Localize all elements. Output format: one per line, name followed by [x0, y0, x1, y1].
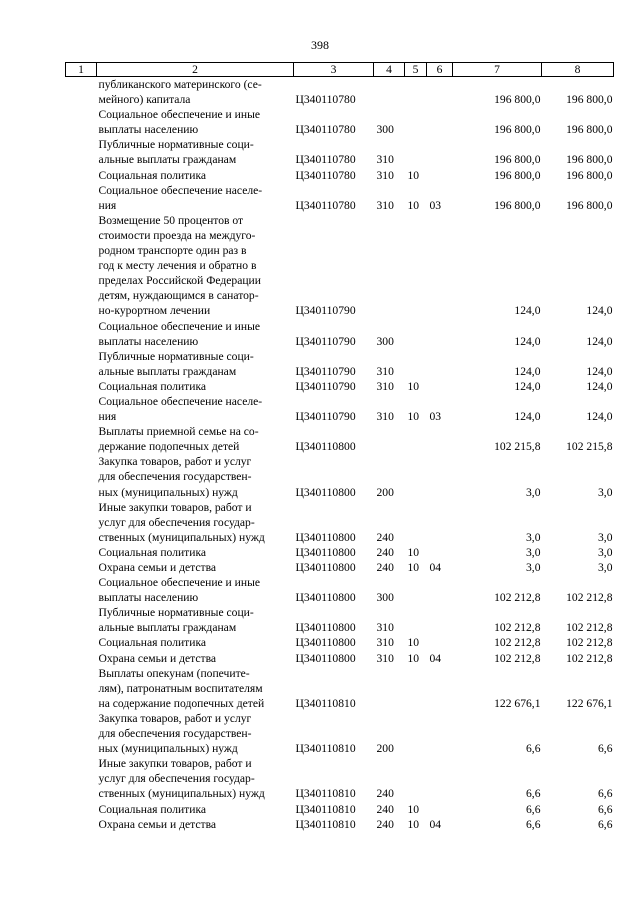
row-name: Иные закупки товаров, работ и услуг для обеспечения государ- ственных (муниципальных) нужд: [98, 757, 265, 801]
row-empty-cell: [66, 651, 97, 666]
row-amount-year-1: 196 800,0: [494, 198, 541, 212]
row-section: 10: [407, 651, 420, 665]
row-subsection: [427, 666, 453, 711]
row-amount-year-1: 196 800,0: [494, 168, 541, 182]
row-amount-year-1: 6,6: [526, 787, 541, 801]
row-empty-cell: [66, 77, 97, 108]
row-section: [405, 756, 427, 801]
row-subsection: [427, 107, 453, 137]
row-amount-year-1: 102 212,8: [494, 651, 541, 665]
table-row: [66, 605, 614, 635]
row-empty-cell: [66, 454, 97, 499]
row-name: Закупка товаров, работ и услуг для обеспечения государствен- ных (муниципальных) нужд: [98, 455, 252, 499]
row-empty-cell: [66, 817, 97, 832]
row-amount-year-1: 6,6: [526, 802, 541, 816]
row-amount-year-1: 124,0: [514, 334, 541, 348]
row-amount-year-1: 122 676,1: [494, 696, 541, 710]
row-target-code: Ц340110810: [295, 817, 356, 831]
column-number-6: 6: [427, 63, 453, 77]
row-section: [405, 77, 427, 108]
row-target-code: Ц340110800: [295, 621, 356, 635]
table-row: [66, 107, 614, 137]
table-row: [66, 77, 614, 108]
table-row: [66, 817, 614, 832]
row-amount-year-2: 3,0: [598, 561, 613, 574]
row-amount-year-2: 196 800,0: [566, 93, 613, 107]
row-target-code: Ц340110800: [295, 636, 356, 650]
row-expense-type: 310: [376, 168, 394, 182]
row-empty-cell: [66, 711, 97, 756]
table-row: [66, 666, 614, 711]
row-target-code: Ц340110810: [295, 696, 356, 710]
row-empty-cell: [66, 424, 97, 454]
row-section: [405, 137, 427, 167]
row-amount-year-2: 6,6: [598, 742, 613, 756]
row-empty-cell: [66, 349, 97, 379]
row-empty-cell: [66, 802, 97, 817]
row-section: [405, 454, 427, 499]
table-row: [66, 213, 614, 319]
column-number-2: 2: [97, 63, 294, 77]
row-section: 10: [407, 817, 420, 831]
row-name: публиканского материнского (се- мейного) капитала: [98, 78, 262, 107]
row-expense-type: 310: [376, 153, 394, 167]
row-amount-year-2: 102 212,8: [566, 636, 613, 650]
row-target-code: Ц340110800: [295, 485, 356, 499]
row-subsection: [427, 213, 453, 319]
row-subsection: [427, 137, 453, 167]
row-amount-year-2: 124,0: [586, 410, 613, 424]
row-amount-year-1: 3,0: [526, 545, 541, 559]
row-expense-type: 200: [376, 742, 394, 756]
row-empty-cell: [66, 183, 97, 213]
row-name: Социальное обеспечение и иные выплаты населению: [98, 108, 261, 137]
row-target-code: Ц340110780: [295, 168, 356, 182]
row-section: [405, 575, 427, 605]
row-expense-type: 240: [376, 817, 394, 831]
row-target-code: Ц340110800: [295, 530, 356, 544]
row-empty-cell: [66, 575, 97, 605]
row-section: [405, 424, 427, 454]
table-row: [66, 500, 614, 545]
row-expense-type: 200: [376, 485, 394, 499]
row-name: Публичные нормативные соци- альные выплаты гражданам: [98, 349, 254, 378]
row-subsection: [427, 605, 453, 635]
table-row: [66, 802, 614, 817]
row-section: [405, 711, 427, 756]
row-name: Социальное обеспечение населе- ния: [98, 394, 263, 424]
row-subsection: [427, 575, 453, 605]
table-row: [66, 651, 614, 666]
row-empty-cell: [66, 168, 97, 183]
row-empty-cell: [66, 319, 97, 349]
row-name: Выплаты приемной семье на со- держание подопечных детей: [98, 425, 259, 454]
row-expense-type: 300: [376, 591, 394, 605]
row-name: Социальная политика: [98, 379, 207, 393]
row-subsection: 04: [429, 561, 442, 574]
row-name: Публичные нормативные соци- альные выплаты гражданам: [98, 606, 254, 635]
row-expense-type: [374, 77, 405, 108]
row-empty-cell: [66, 560, 97, 575]
row-expense-type: 300: [376, 123, 394, 137]
row-name: Социальное обеспечение и иные выплаты населению: [98, 319, 261, 348]
column-number-3: 3: [294, 63, 374, 77]
row-subsection: [427, 545, 453, 560]
row-empty-cell: [66, 635, 97, 650]
row-subsection: [427, 454, 453, 499]
row-target-code: Ц340110810: [295, 787, 356, 801]
table-row: [66, 575, 614, 605]
row-expense-type: 310: [376, 651, 394, 665]
table-row: [66, 635, 614, 650]
row-subsection: 04: [429, 651, 442, 665]
column-number-5: 5: [405, 63, 427, 77]
budget-table: [65, 62, 614, 832]
row-amount-year-1: 3,0: [526, 530, 541, 544]
row-name: Социальная политика: [98, 545, 207, 559]
row-section: [405, 213, 427, 319]
row-name: Выплаты опекунам (попечите- лям), патронатным воспитателям на содержание подопечных детей: [98, 666, 265, 710]
row-name: Охрана семьи и детства: [98, 561, 217, 574]
row-target-code: Ц340110800: [295, 545, 356, 559]
row-target-code: Ц340110780: [295, 198, 356, 212]
row-target-code: Ц340110810: [295, 742, 356, 756]
row-amount-year-2: 102 212,8: [566, 651, 613, 665]
row-name: Социальная политика: [98, 168, 207, 182]
row-amount-year-1: 124,0: [514, 364, 541, 378]
table-row: [66, 183, 614, 213]
row-empty-cell: [66, 379, 97, 394]
row-expense-type: 310: [376, 621, 394, 635]
row-expense-type: [374, 666, 405, 711]
row-section: 10: [407, 802, 420, 816]
row-empty-cell: [66, 605, 97, 635]
row-section: [405, 349, 427, 379]
table-row: [66, 756, 614, 801]
row-expense-type: 240: [376, 545, 394, 559]
row-amount-year-2: 6,6: [598, 817, 613, 831]
column-number-header-row: [66, 63, 614, 77]
row-section: [405, 500, 427, 545]
row-amount-year-2: 6,6: [598, 787, 613, 801]
row-subsection: 03: [429, 410, 442, 424]
row-amount-year-1: 102 212,8: [494, 621, 541, 635]
row-amount-year-2: 102 212,8: [566, 621, 613, 635]
row-amount-year-1: 124,0: [514, 410, 541, 424]
row-subsection: [427, 319, 453, 349]
row-subsection: [427, 77, 453, 108]
row-target-code: Ц340110800: [295, 591, 356, 605]
row-section: 10: [407, 636, 420, 650]
row-expense-type: 310: [376, 379, 394, 393]
row-target-code: Ц340110780: [295, 123, 356, 137]
row-section: 10: [407, 545, 420, 559]
row-subsection: [427, 349, 453, 379]
row-target-code: Ц340110800: [295, 440, 356, 454]
row-expense-type: [374, 213, 405, 319]
row-amount-year-2: 124,0: [586, 364, 613, 378]
row-empty-cell: [66, 500, 97, 545]
row-amount-year-2: 124,0: [586, 379, 613, 393]
row-amount-year-2: 196 800,0: [566, 168, 613, 182]
row-amount-year-2: 124,0: [586, 334, 613, 348]
table-row: [66, 424, 614, 454]
row-amount-year-1: 196 800,0: [494, 123, 541, 137]
row-empty-cell: [66, 756, 97, 801]
table-row: [66, 319, 614, 349]
row-name: Охрана семьи и детства: [98, 817, 217, 831]
row-amount-year-1: 3,0: [526, 561, 541, 574]
table-row: [66, 349, 614, 379]
row-expense-type: 310: [376, 364, 394, 378]
row-amount-year-2: 102 212,8: [566, 591, 613, 605]
table-row: [66, 168, 614, 183]
row-name: Социальная политика: [98, 802, 207, 816]
row-empty-cell: [66, 394, 97, 424]
row-target-code: Ц340110790: [295, 364, 356, 378]
page-number: 398: [311, 38, 329, 52]
row-amount-year-1: 124,0: [514, 379, 541, 393]
table-row: [66, 394, 614, 424]
row-amount-year-1: 196 800,0: [494, 93, 541, 107]
row-amount-year-2: 122 676,1: [566, 696, 613, 710]
row-amount-year-1: 6,6: [526, 742, 541, 756]
row-amount-year-1: 6,6: [526, 817, 541, 831]
row-subsection: [427, 379, 453, 394]
row-target-code: Ц340110790: [295, 334, 356, 348]
row-amount-year-2: 6,6: [598, 802, 613, 816]
row-section: 10: [407, 561, 420, 574]
row-expense-type: 310: [376, 198, 394, 212]
row-expense-type: 310: [376, 636, 394, 650]
row-expense-type: 240: [376, 561, 394, 574]
row-amount-year-1: 102 215,8: [494, 440, 541, 454]
column-number-1: 1: [66, 63, 97, 77]
row-name: Публичные нормативные соци- альные выплаты гражданам: [98, 138, 254, 167]
row-empty-cell: [66, 666, 97, 711]
row-subsection: [427, 635, 453, 650]
row-target-code: Ц340110790: [295, 304, 356, 318]
column-number-4: 4: [374, 63, 405, 77]
column-number-8: 8: [542, 63, 614, 77]
row-amount-year-2: 3,0: [598, 545, 613, 559]
table-row: [66, 545, 614, 560]
row-expense-type: [374, 424, 405, 454]
row-target-code: Ц340110810: [295, 802, 356, 816]
row-subsection: [427, 711, 453, 756]
row-empty-cell: [66, 137, 97, 167]
table-row: [66, 560, 614, 575]
row-name: Закупка товаров, работ и услуг для обеспечения государствен- ных (муниципальных) нужд: [98, 711, 252, 756]
row-section: 10: [407, 198, 420, 212]
row-amount-year-2: 196 800,0: [566, 123, 613, 137]
row-amount-year-2: 3,0: [598, 485, 613, 499]
row-empty-cell: [66, 107, 97, 137]
row-expense-type: 240: [376, 802, 394, 816]
table-row: [66, 137, 614, 167]
row-amount-year-1: 102 212,8: [494, 591, 541, 605]
row-name: Иные закупки товаров, работ и услуг для обеспечения государ- ственных (муниципальных) нужд: [98, 500, 265, 544]
row-target-code: Ц340110790: [295, 379, 356, 393]
row-subsection: [427, 802, 453, 817]
row-subsection: [427, 756, 453, 801]
row-expense-type: 300: [376, 334, 394, 348]
row-amount-year-2: 196 800,0: [566, 153, 613, 167]
row-section: [405, 666, 427, 711]
row-amount-year-1: 3,0: [526, 485, 541, 499]
row-section: 10: [407, 410, 420, 424]
row-subsection: 04: [429, 817, 442, 831]
row-name: Возмещение 50 процентов от стоимости проезда на междуго- родном транспорте один раз в год к месту лечения и обратно в пределах Российской Федерации детям, нуждающимся в санатор- но-курортном лечении: [98, 213, 261, 318]
row-amount-year-2: 196 800,0: [566, 198, 613, 212]
row-empty-cell: [66, 545, 97, 560]
row-target-code: Ц340110790: [295, 410, 356, 424]
table-row: [66, 711, 614, 756]
row-amount-year-1: 102 212,8: [494, 636, 541, 650]
row-amount-year-2: 124,0: [586, 304, 613, 318]
row-amount-year-2: 3,0: [598, 530, 613, 544]
row-subsection: 03: [429, 198, 442, 212]
row-subsection: [427, 500, 453, 545]
row-section: 10: [407, 168, 420, 182]
row-subsection: [427, 168, 453, 183]
row-section: [405, 107, 427, 137]
row-section: [405, 319, 427, 349]
row-amount-year-1: 196 800,0: [494, 153, 541, 167]
row-amount-year-1: 124,0: [514, 304, 541, 318]
row-target-code: Ц340110780: [295, 93, 356, 107]
row-name: Социальная политика: [98, 636, 207, 650]
table-row: [66, 454, 614, 499]
row-name: Социальное обеспечение и иные выплаты населению: [98, 576, 261, 605]
row-section: 10: [407, 379, 420, 393]
row-subsection: [427, 424, 453, 454]
row-name: Социальное обеспечение населе- ния: [98, 183, 263, 212]
row-expense-type: 240: [376, 530, 394, 544]
row-amount-year-2: 102 215,8: [566, 440, 613, 454]
table-row: [66, 379, 614, 394]
row-target-code: Ц340110780: [295, 153, 356, 167]
row-empty-cell: [66, 213, 97, 319]
row-expense-type: 240: [376, 787, 394, 801]
row-target-code: Ц340110800: [295, 651, 356, 665]
row-expense-type: 310: [376, 410, 394, 424]
row-name: Охрана семьи и детства: [98, 651, 217, 665]
row-section: [405, 605, 427, 635]
column-number-7: 7: [453, 63, 542, 77]
row-target-code: Ц340110800: [295, 561, 356, 574]
